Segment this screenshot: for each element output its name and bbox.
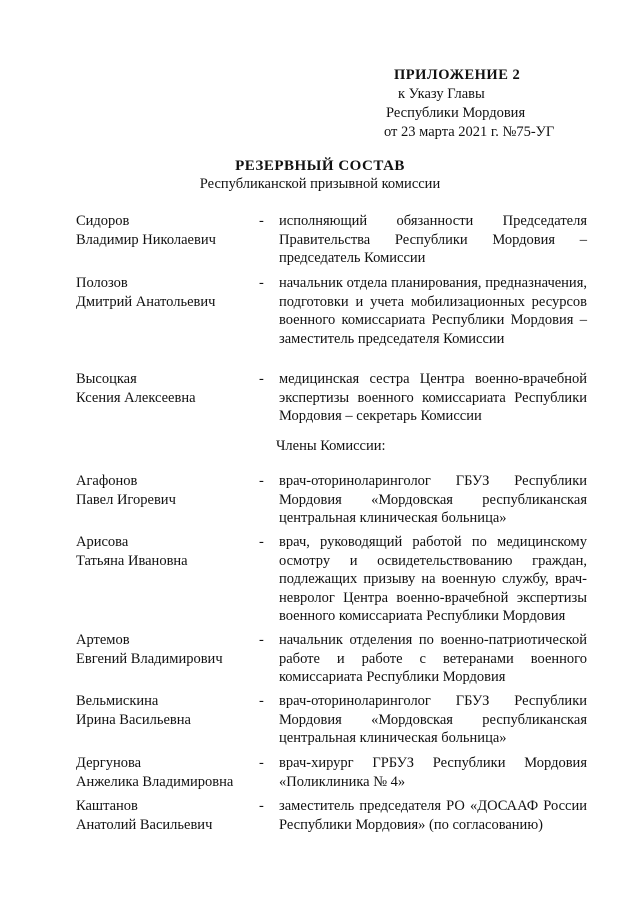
person-name — [76, 797, 256, 834]
person-position: начальник отдела планирования, предназначения, подготовки и учета мобилизационных ресурсов военного комиссариата Республики Мордовия – заместитель председателя Комиссии — [279, 275, 587, 347]
entry-dash: - — [259, 275, 264, 291]
person-surname: Агафонов — [76, 473, 138, 489]
person-position: врач-оториноларинголог ГБУЗ Республики Мордовия «Мордовская республиканская центральная клиническая больница» — [279, 693, 587, 747]
person-surname: Дергунова — [76, 755, 142, 771]
person-name — [76, 692, 256, 729]
person-name — [76, 754, 256, 791]
entry-dash: - — [259, 693, 264, 709]
person-position: врач, руководящий работой по медицинскому осмотру и освидетельствованию граждан, подлежащих призыву на военную службу, врач-невролог Центра военно-врачебной экспертизы военного комиссариата Республики Мордовия — [279, 534, 587, 625]
person-given-name: Ксения Алексеевна — [76, 389, 196, 406]
entry-dash: - — [259, 534, 264, 550]
person-given-name: Анжелика Владимировна — [76, 773, 234, 790]
person-position: начальник отделения по военно-патриотической работе и работе с ветеранами военного комиссариата Республики Мордовия — [279, 632, 587, 686]
person-surname: Артемов — [76, 632, 130, 648]
person-given-name: Анатолий Васильевич — [76, 816, 213, 833]
person-surname: Сидоров — [76, 213, 130, 229]
person-name — [76, 370, 256, 407]
person-given-name: Татьяна Ивановна — [76, 552, 188, 569]
appendix-line-1: к Указу Главы — [398, 86, 485, 102]
person-given-name: Евгений Владимирович — [76, 650, 223, 667]
entry-dash: - — [259, 632, 264, 648]
person-name — [76, 274, 256, 311]
entry-dash: - — [259, 213, 264, 229]
person-given-name: Дмитрий Анатольевич — [76, 293, 216, 310]
appendix-block — [384, 66, 614, 142]
document-title: РЕЗЕРВНЫЙ СОСТАВ — [235, 158, 405, 174]
person-position: исполняющий обязанности Председателя Правительства Республики Мордовия – председатель Комиссии — [279, 213, 587, 267]
appendix-title: ПРИЛОЖЕНИЕ 2 — [394, 67, 521, 83]
appendix-line-2: Республики Мордовия — [386, 105, 526, 121]
person-position: медицинская сестра Центра военно-врачебной экспертизы военного комиссариата Республики Мордовия – секретарь Комиссии — [279, 371, 587, 425]
person-name — [76, 472, 256, 509]
person-surname: Арисова — [76, 534, 129, 550]
entry-dash: - — [259, 371, 264, 387]
person-surname: Вельмискина — [76, 693, 159, 709]
entry-dash: - — [259, 473, 264, 489]
entry-dash: - — [259, 798, 264, 814]
person-surname: Полозов — [76, 275, 128, 291]
entry-dash: - — [259, 755, 264, 771]
person-position: врач-оториноларинголог ГБУЗ Республики Мордовия «Мордовская республиканская центральная клиническая больница» — [279, 473, 587, 527]
person-position: заместитель председателя РО «ДОСААФ России Республики Мордовия» (по согласованию) — [279, 798, 587, 833]
person-surname: Каштанов — [76, 798, 138, 814]
appendix-line-3: от 23 марта 2021 г. №75-УГ — [384, 124, 555, 140]
person-given-name: Ирина Васильевна — [76, 711, 191, 728]
person-given-name: Владимир Николаевич — [76, 231, 216, 248]
document-subtitle: Республиканской призывной комиссии — [199, 176, 441, 192]
person-position: врач-хирург ГРБУЗ Республики Мордовия «Поликлиника № 4» — [279, 755, 587, 790]
person-name — [76, 212, 256, 249]
person-name — [76, 631, 256, 668]
members-heading: Члены Комиссии: — [276, 438, 386, 454]
person-surname: Высоцкая — [76, 371, 137, 387]
person-name — [76, 533, 256, 570]
person-given-name: Павел Игоревич — [76, 491, 176, 508]
